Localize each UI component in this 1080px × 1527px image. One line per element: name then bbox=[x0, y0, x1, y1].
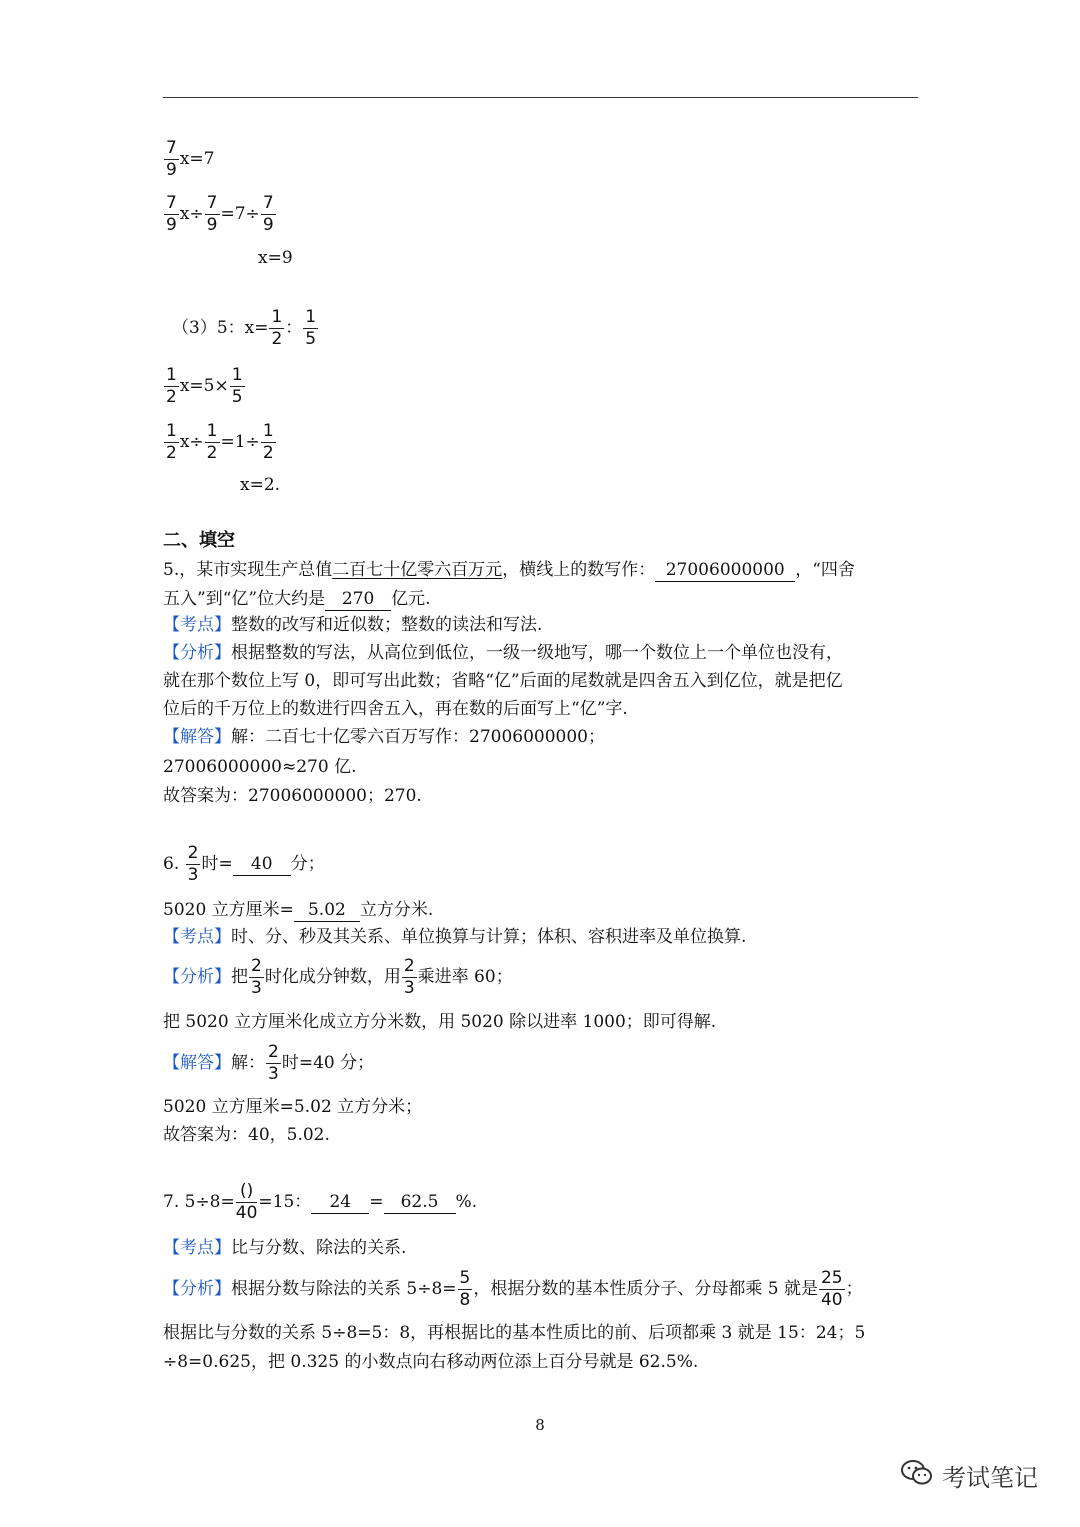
kaodian: 【考点】时、分、秒及其关系、单位换算与计算；体积、容积进率及单位换算. bbox=[163, 927, 747, 947]
wechat-icon bbox=[900, 1459, 934, 1493]
fraction: $\frac{7}{9}$ bbox=[166, 193, 177, 235]
fraction: $\frac{2}{3}$ bbox=[187, 843, 199, 885]
equation-line: $\frac{1}{2}$ x=5× $\frac{1}{5}$ bbox=[166, 365, 243, 407]
jieda: 【解答】解： $\frac{2}{3}$ 时=40 分； bbox=[163, 1042, 375, 1084]
fraction: $\frac{7}{9}$ bbox=[206, 193, 218, 235]
fraction: $\frac{1}{2}$ bbox=[262, 421, 274, 463]
question-6: 6. $\frac{2}{3}$ 时= 40 分； bbox=[163, 843, 325, 885]
equation-line: x=2. bbox=[240, 475, 281, 495]
fenxi-line: 就在那个数位上写 0，即可写出此数；省略“亿”后面的尾数就是四舍五入到亿位，就是把亿 bbox=[163, 671, 843, 691]
fenxi: 【分析】根据分数与除法的关系 5÷8= $\frac{5}{8}$ ，根据分数的基本性质分子、分母都乘 5 就是 $\frac{25}{40}$ ； bbox=[163, 1268, 863, 1310]
equation-line: $\frac{1}{2}$ x÷ $\frac{1}{2}$ =1÷ $\frac{1}{2}$ bbox=[166, 421, 274, 463]
answer-blank: 5.02 bbox=[294, 900, 360, 922]
answer-blank: 62.5 bbox=[384, 1192, 456, 1214]
fraction: $\frac{1}{5}$ bbox=[231, 365, 243, 407]
equation-line: x=9 bbox=[258, 248, 293, 268]
fraction: $\frac{7}{9}$ bbox=[262, 193, 274, 235]
jieda-line: 5020 立方厘米=5.02 立方分米； bbox=[163, 1097, 423, 1117]
jieda-line: 27006000000≈270 亿. bbox=[163, 757, 357, 777]
jieda-line: 故答案为：40，5.02. bbox=[163, 1125, 330, 1145]
fenxi: 【分析】把 $\frac{2}{3}$ 时化成分钟数，用 $\frac{2}{3}$ 乘进率 60； bbox=[163, 956, 513, 998]
kaodian: 【考点】比与分数、除法的关系. bbox=[163, 1238, 407, 1258]
fraction: $\frac{1}{5}$ bbox=[305, 307, 317, 349]
fraction: $\frac{25}{40}$ bbox=[820, 1268, 843, 1310]
equation-line: $\frac{7}{9}$ x÷ $\frac{7}{9}$ =7÷ $\frac{7}{9}$ bbox=[166, 193, 274, 235]
watermark bbox=[900, 1458, 1038, 1493]
question-5: 5.，某市实现生产总值二百七十亿零六百万元，横线上的数写作： 27006000000 ，“四舍 bbox=[163, 560, 855, 582]
answer-blank: 27006000000 bbox=[655, 560, 795, 582]
watermark-text: 考试笔记 bbox=[942, 1464, 1038, 1492]
answer-blank: 24 bbox=[311, 1192, 369, 1214]
fraction: $\frac{()}{40}$ bbox=[235, 1181, 258, 1223]
kaodian: 【考点】整数的改写和近似数；整数的读法和写法. bbox=[163, 615, 543, 635]
jieda: 【解答】解：二百七十亿零六百万写作：27006000000； bbox=[163, 727, 605, 747]
fraction: $\frac{1}{2}$ bbox=[271, 307, 283, 349]
answer-blank: 270 bbox=[325, 589, 391, 611]
fraction: $\frac{1}{2}$ bbox=[166, 365, 177, 407]
fenxi: 【分析】根据整数的写法，从高位到低位，一级一级地写，哪一个数位上一个单位也没有， bbox=[163, 643, 843, 663]
question-7: 7. 5÷8= $\frac{()}{40}$ =15： 24 = 62.5 %. bbox=[163, 1181, 478, 1223]
header-rule bbox=[163, 97, 918, 98]
answer-blank: 40 bbox=[233, 854, 291, 876]
equation-line: $\frac{7}{9}$ x=7 bbox=[166, 138, 215, 180]
section-heading: 二、填空 bbox=[163, 530, 235, 551]
question-6-line2: 5020 立方厘米= 5.02 立方分米. bbox=[163, 900, 433, 922]
fenxi-line: 位后的千万位上的数进行四舍五入，再在数的后面写上“亿”字. bbox=[163, 699, 628, 719]
fraction: $\frac{5}{8}$ bbox=[459, 1268, 471, 1310]
fenxi-line: 根据比与分数的关系 5÷8=5：8，再根据比的基本性质比的前、后项都乘 3 就是 15：24；5 bbox=[163, 1323, 866, 1343]
fraction: $\frac{2}{3}$ bbox=[403, 956, 415, 998]
fenxi-line: ÷8=0.625，把 0.325 的小数点向右移动两位添上百分号就是 62.5%. bbox=[163, 1352, 699, 1372]
fraction: $\frac{1}{2}$ bbox=[166, 421, 177, 463]
fraction: $\frac{2}{3}$ bbox=[251, 956, 262, 998]
fenxi-line: 把 5020 立方厘米化成立方分米数，用 5020 除以进率 1000；即可得解. bbox=[163, 1012, 717, 1032]
question-5-line2: 五入”到“亿”位大约是 270 亿元. bbox=[163, 589, 430, 611]
jieda-line: 故答案为：27006000000；270. bbox=[163, 786, 422, 806]
fraction: $\frac{2}{3}$ bbox=[268, 1042, 279, 1084]
fraction: $\frac{7}{9}$ bbox=[166, 138, 177, 180]
page-number: 8 bbox=[535, 1416, 545, 1434]
equation-line: （3）5：x= $\frac{1}{2}$ ： $\frac{1}{5}$ bbox=[172, 307, 317, 349]
fraction: $\frac{1}{2}$ bbox=[206, 421, 218, 463]
